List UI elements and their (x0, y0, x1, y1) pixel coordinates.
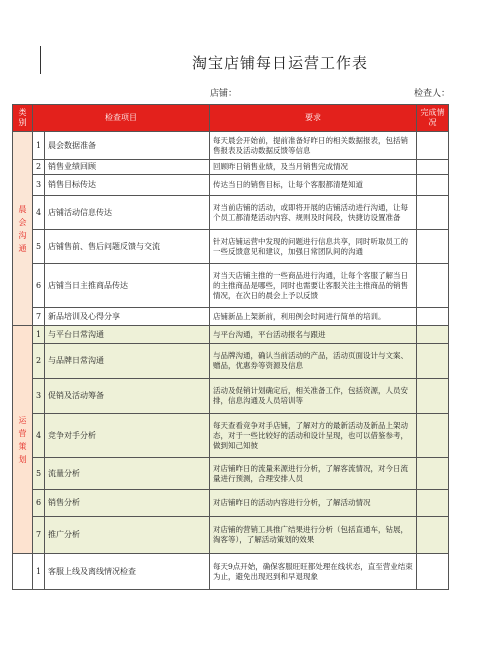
checker-label: 检查人： (414, 89, 451, 99)
row-number: 7 (33, 517, 45, 554)
table-row (13, 344, 449, 379)
row-number: 2 (33, 344, 45, 379)
table-row (13, 379, 449, 414)
table-row (13, 230, 449, 264)
status-cell[interactable] (417, 554, 449, 590)
requirement-text: 对当前店铺的活动，或即将开展的店铺活动进行沟通，让每个员工都清楚活动内容、规则及时间段，快捷访设置准备 (210, 196, 417, 230)
header-status: 完成情况 (417, 105, 449, 132)
requirement-text: 对店铺昨日的流量来源进行分析，了解客流情况，对今日流量进行预测，合理安排人员 (210, 458, 417, 490)
check-item: 店铺售前、售后问题反馈与交流 (45, 230, 210, 264)
table-row (13, 414, 449, 458)
status-cell[interactable] (417, 160, 449, 175)
row-number: 1 (33, 132, 45, 160)
requirement-text: 每天9点开始，确保客服旺旺都处理在线状态，直至营业结束为止，避免出现迟到和早退现象 (210, 554, 417, 590)
header-requirement: 要求 (210, 105, 417, 132)
table-row (13, 264, 449, 308)
status-cell[interactable] (417, 414, 449, 458)
check-item: 销售分析 (45, 490, 210, 517)
requirement-text: 与平台沟通，平台活动报名与跟进 (210, 326, 417, 344)
page-title: 淘宝店铺每日运营工作表 (191, 54, 368, 72)
check-item: 促销及活动筹备 (45, 379, 210, 414)
operations-table (12, 104, 449, 590)
row-number: 6 (33, 264, 45, 308)
requirement-text: 回顾昨日销售业绩，及当月销售完成情况 (210, 160, 417, 175)
requirement-text: 店铺新品上架新前，利用例会时间进行简单的培训。 (210, 308, 417, 326)
table-row (13, 554, 449, 590)
status-cell[interactable] (417, 458, 449, 490)
row-number: 3 (33, 379, 45, 414)
status-cell[interactable] (417, 379, 449, 414)
row-number: 2 (33, 160, 45, 175)
check-item: 店铺活动信息传达 (45, 196, 210, 230)
row-number: 4 (33, 196, 45, 230)
category-cell (13, 326, 33, 554)
table-header-row (13, 105, 449, 132)
row-number: 4 (33, 414, 45, 458)
row-number: 3 (33, 175, 45, 196)
check-item: 销售业绩回顾 (45, 160, 210, 175)
table-row (13, 517, 449, 554)
requirement-text: 对店铺的营销工具推广结果进行分析（包括直通车，钻展，淘客等），了解活动策划的效果 (210, 517, 417, 554)
category-cell (13, 554, 33, 590)
check-item: 流量分析 (45, 458, 210, 490)
requirement-text: 针对店铺运营中发现的问题进行信息共享，同时听取员工的一些反馈意见和建议，加强日常团队间的沟通 (210, 230, 417, 264)
row-number: 5 (33, 458, 45, 490)
check-item: 店铺当日主推商品传达 (45, 264, 210, 308)
status-cell[interactable] (417, 517, 449, 554)
status-cell[interactable] (417, 264, 449, 308)
table-row (13, 160, 449, 175)
row-number: 1 (33, 554, 45, 590)
table-row (13, 196, 449, 230)
requirement-text: 对店铺昨日的活动内容进行分析，了解活动情况 (210, 490, 417, 517)
requirement-text: 每天晨会开始前，提前准备好昨日的相关数据报表，包括销售报表及活动数据反馈等信息 (210, 132, 417, 160)
status-cell[interactable] (417, 326, 449, 344)
row-number: 7 (33, 308, 45, 326)
status-cell[interactable] (417, 490, 449, 517)
check-item: 竞争对手分析 (45, 414, 210, 458)
check-item: 客服上线及离线情况检查 (45, 554, 210, 590)
status-cell[interactable] (417, 175, 449, 196)
status-cell[interactable] (417, 230, 449, 264)
requirement-text: 对当天店铺主推的一些商品进行沟通，让每个客服了解当日的主推商品是哪些，同时也需要让客服关注主推商品的销售情况，在次日的晨会上予以反馈 (210, 264, 417, 308)
category-label: 运营策划 (18, 415, 27, 464)
requirement-text: 活动及促销计划确定后，相关准备工作，包括资源，人员安排，信息沟通及人员培训等 (210, 379, 417, 414)
row-number: 1 (33, 326, 45, 344)
header-item: 检查项目 (33, 105, 210, 132)
category-cell (13, 132, 33, 326)
shop-label: 店铺： (210, 89, 238, 99)
requirement-text: 每天查看竞争对手店铺，了解对方的最新活动及新品上架动态，对于一些比较好的活动和设计呈现，也可以借鉴参考，做到知己知彼 (210, 414, 417, 458)
table-row (13, 132, 449, 160)
category-label: 晨会沟通 (18, 204, 27, 253)
table-row (13, 308, 449, 326)
requirement-text: 与品牌沟通，确认当前活动的产品，活动页面设计与文案、赠品，优惠券等资源及信息 (210, 344, 417, 379)
status-cell[interactable] (417, 308, 449, 326)
check-item: 推广分析 (45, 517, 210, 554)
table-row (13, 175, 449, 196)
table-row (13, 458, 449, 490)
row-number: 6 (33, 490, 45, 517)
header-category: 类别 (13, 105, 33, 132)
row-number: 5 (33, 230, 45, 264)
status-cell[interactable] (417, 132, 449, 160)
check-item: 新品培训及心得分享 (45, 308, 210, 326)
status-cell[interactable] (417, 196, 449, 230)
status-cell[interactable] (417, 344, 449, 379)
requirement-text: 传达当日的销售目标，让每个客服都清楚知道 (210, 175, 417, 196)
check-item: 与平台日常沟通 (45, 326, 210, 344)
check-item: 晨会数据准备 (45, 132, 210, 160)
table-row (13, 490, 449, 517)
check-item: 与品牌日常沟通 (45, 344, 210, 379)
check-item: 销售目标传达 (45, 175, 210, 196)
table-row (13, 326, 449, 344)
